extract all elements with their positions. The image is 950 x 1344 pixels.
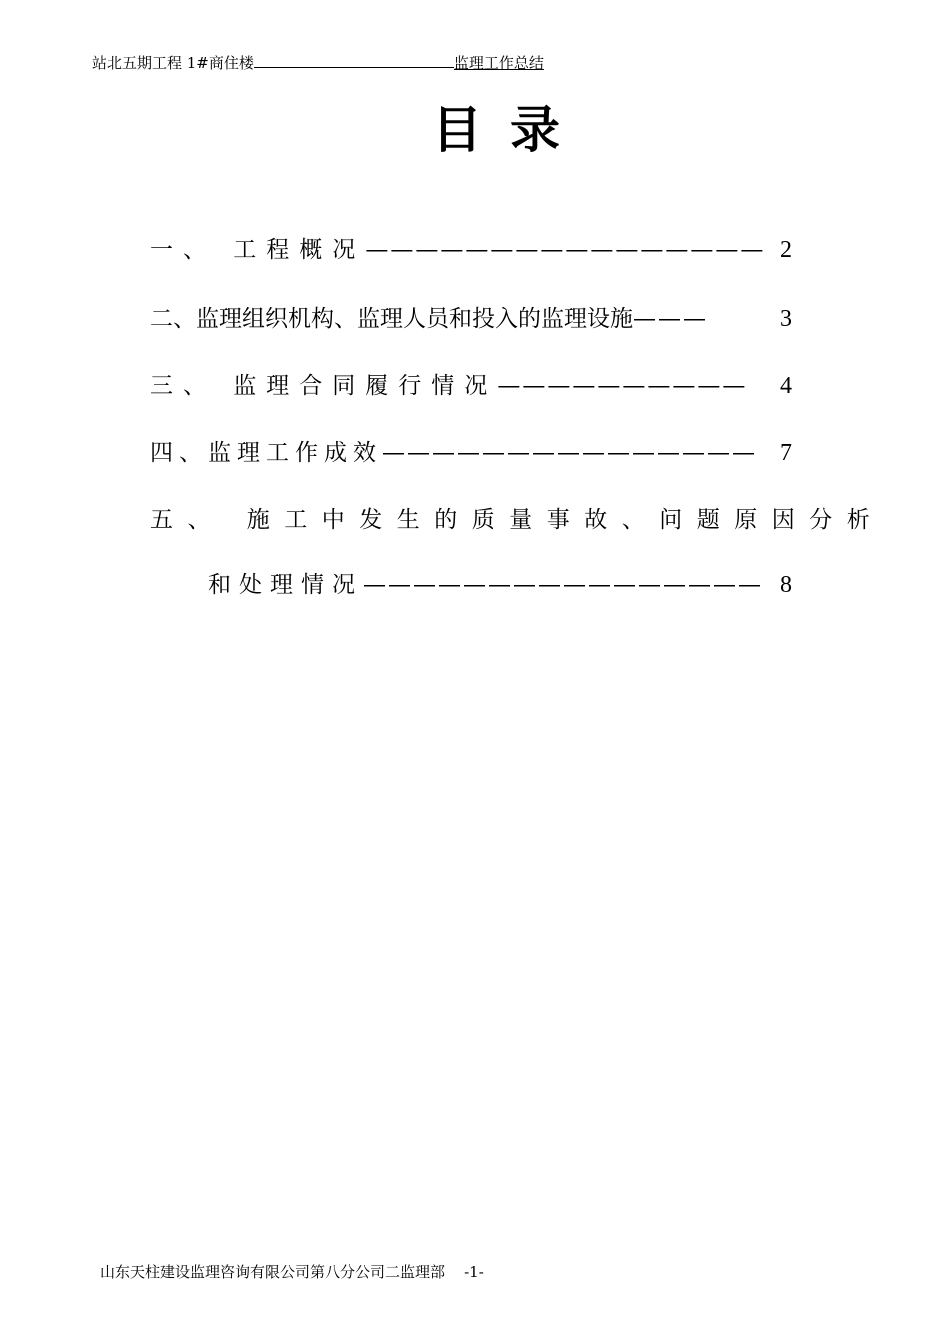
toc-label: 三、 监理合同履行情况: [150, 373, 498, 399]
toc-label: 二、监理组织机构、监理人员和投入的监理设施: [150, 306, 633, 332]
toc-label: 四、监理工作成效: [150, 440, 382, 466]
toc-item-1[interactable]: [150, 235, 792, 265]
toc-item-5[interactable]: [150, 505, 885, 535]
toc-leader: ——————————: [497, 373, 748, 399]
toc-item-2[interactable]: [150, 304, 792, 334]
page-title: 目录: [432, 100, 588, 159]
header-rule: [254, 52, 454, 68]
header-doc-title: 监理工作总结: [453, 54, 544, 72]
page-footer: [100, 1262, 484, 1282]
toc-leader: ————————————————: [365, 237, 766, 263]
toc-leader: ———: [633, 306, 708, 332]
toc-page: 8: [780, 572, 792, 598]
toc-leader: ———————————————: [382, 440, 757, 466]
toc-page: 7: [780, 440, 792, 466]
toc-label: 和处理情况: [208, 572, 363, 598]
toc-item-5-continued[interactable]: [208, 570, 792, 600]
page-header: [92, 52, 544, 73]
toc-page: 4: [780, 373, 792, 399]
toc-label: 五、 施工中发生的质量事故、问题原因分析: [150, 507, 885, 533]
toc-label: 一、 工程概况: [150, 237, 366, 263]
toc-leader: ————————————————: [363, 572, 763, 598]
footer-company: 山东天柱建设监理咨询有限公司第八分公司二监理部: [100, 1263, 446, 1281]
toc-item-3[interactable]: [150, 371, 792, 401]
toc-item-4[interactable]: [150, 438, 792, 468]
header-project: 站北五期工程 1#商住楼: [92, 54, 254, 72]
footer-page-number: -1-: [464, 1263, 484, 1281]
toc-page: 3: [780, 306, 792, 332]
toc-page: 2: [780, 237, 792, 263]
